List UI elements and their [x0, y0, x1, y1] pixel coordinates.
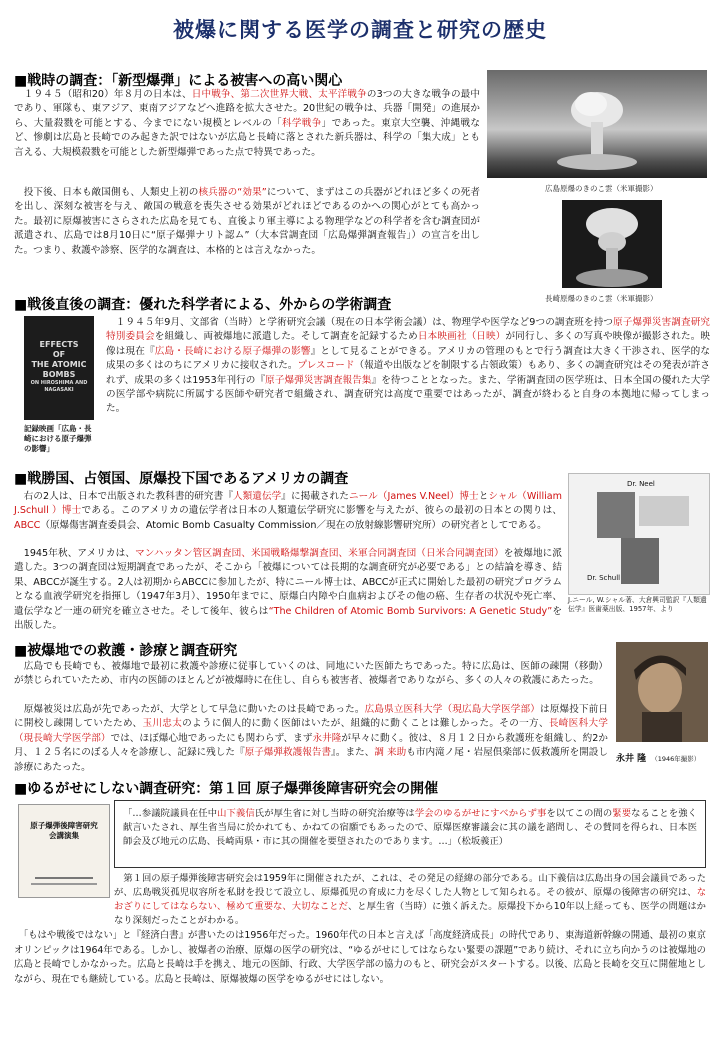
body-text: と: [478, 491, 489, 502]
film-cover-line: OF: [52, 350, 66, 359]
film-cover-line: THE ATOMIC BOMBS: [31, 360, 87, 379]
section-heading-wartime: ■戦時の調査：「新型爆弾」による被害への高い関心: [14, 73, 343, 89]
body-text: である。このアメリカの遺伝学者は日本の人類遺伝学研究に影響を与えたが、彼らの最初の日本との関りは、: [81, 505, 562, 517]
society-book-photo: [18, 804, 110, 898]
highlighted-text: 緊要: [612, 808, 632, 819]
highlighted-text: 永井隆: [312, 732, 342, 744]
body-text: を以てこの間の: [546, 808, 613, 819]
highlighted-text: 科学戦争: [281, 117, 322, 129]
body-text: １９４５年9月、文部省（当時）と学術研究会議（現在の日本学術会議）は、物理学や医学など9つの調査班を持つ: [106, 317, 614, 328]
body-text: では、ほぼ爆心地であったにも関わらず、まず: [110, 732, 313, 744]
schull-portrait: [621, 538, 659, 584]
film-cover-text: [24, 316, 94, 394]
body-text: は原爆投下前日に開校し疎開していたため、: [14, 704, 609, 730]
highlighted-text: なおざりにしてはならない、極めて重要な、大切なことだ: [114, 887, 706, 912]
highlighted-text: ABCC: [14, 519, 41, 531]
highlighted-text: 学会のゆるがせにすべからず事: [414, 808, 547, 819]
scientists-photo: [568, 473, 710, 595]
body-text: 」であった。東京大空襲、沖縄戦など、惨劇は広島と長崎でのみ起きた訳ではないが広島と長崎に落とされた新兵器は、科学の「集大成」とも言える、大規模殺戮を可能とした新型爆弾であった点で特異であった。: [14, 117, 481, 158]
section-society-paragraph-1: [114, 872, 706, 928]
hiroshima-cloud-caption: 広島原爆のきのこ雲（米軍撮影）: [545, 184, 658, 193]
highlighted-text: 原子爆弾災害調査研究特別委員会: [106, 317, 710, 343]
body-text: のように個人的に動く医師はいたが、組織的に動くことは難しかった。その一方、: [182, 718, 549, 730]
body-text: を組織し、両被爆地に派遣した。そして調査を記録するため: [154, 331, 418, 343]
body-text: 広島でも長崎でも、被爆地で最初に救護や診療に従事していくのは、同地にいた医師たちであった。特に広島は、医師の疎開（移動）が禁じられていたため、市内の医師のほとんどが被爆時に在住し、自らも被害者、被爆者でありながら、多くの人々の救護にあたった。: [14, 661, 608, 687]
film-caption: 記録映画「広島・長崎における原子爆弾の影響」: [24, 424, 92, 453]
body-text: の3つの大きな戦争の最中であり、軍隊も、東アジア、東南アジアなどへ進路を拡大させた。20世紀の戦争は、兵器「開発」の進展から、大量殺戮を可能とする、今までにない規模とレベルの「: [14, 89, 480, 129]
section-hibakusha-paragraph-1: [14, 660, 608, 689]
body-text: 』を待つこととなった。また、学術調査団の医学班は、日本全国の優れた大学の医学部や病院に所属する医師や研究者で組織され、調査研究は高度で重要ではあったが、調査が終わると自身の本拠地に帰ってしまった。: [106, 374, 711, 415]
body-text: 』として見ることができる。アメリカの管理のもとで行う調査は大きく干渉され、医学的な成果の多くはのちにアメリカに接収された。: [106, 345, 711, 372]
body-text: 』に掲載された: [281, 491, 349, 502]
hiroshima-cloud-image: [487, 70, 707, 178]
highlighted-text: 長崎医科大学（現長崎大学医学部）: [14, 718, 609, 744]
section-postwar-paragraph: [106, 316, 710, 417]
body-text: 第１回の原子爆弾後障害研究会は1959年に開催されたが、これは、その発足の経緯の部分である。山下義信は広島出身の国会議員であったが、広島戦災孤児収容所を私財を投じて設立し、原爆孤児の育成に力を尽くした人物として知られる。その彼が、原爆の後障害の研究は、: [114, 873, 706, 898]
neel-label: Dr. Neel: [627, 480, 655, 488]
nagai-year: （1946年撮影）: [651, 755, 701, 763]
highlighted-text: 人類遺伝学: [232, 491, 282, 502]
highlighted-text: 核兵器の“効果”: [198, 187, 267, 198]
highlighted-text: 日本映画社（日映）: [417, 331, 506, 343]
body-text: 1945年秋、アメリカは、: [14, 548, 136, 559]
body-text: （報道や出版などを制限する占領政策）もあり、多くの調査研究はその発表が許されず、成果の多くは1953年刊行の『: [106, 360, 711, 386]
highlighted-text: マンハッタン管区調査団、米国戦略爆撃調査団、米軍合同調査団（日米合同調査団）: [135, 548, 504, 559]
highlighted-text: “The Children of Atomic Bomb Survivors: A Genetic Study”: [268, 605, 553, 617]
page-title: 被爆に関する医学の調査と研究の歴史: [173, 17, 547, 42]
film-cover-line: ON HIROSHIMA AND NAGASAKI: [30, 380, 88, 393]
section-heading-postwar: ■戦後直後の調査：優れた科学者による、外からの学術調査: [14, 297, 392, 313]
society-book-line: [31, 883, 97, 885]
section-wartime-paragraph-1: [14, 88, 480, 160]
body-text: が同行し、多くの写真や映像が撮影された。映像は現在『: [106, 331, 711, 357]
section-hibakusha-paragraph-2: [14, 703, 608, 775]
body-text: １９４５（昭和20）年８月の日本は、: [14, 89, 192, 100]
nagasaki-cloud-photo: [562, 200, 662, 288]
highlighted-text: 原子爆弾救護報告書: [244, 747, 332, 759]
section-society-paragraph-2: [14, 929, 706, 987]
section-heading-research-society: ■ゆるがせにしない調査研究：第１回 原子爆弾後障害研究会の開催: [14, 781, 439, 797]
highlighted-text: プレスコード: [297, 360, 355, 372]
body-text: 「…参議院議員在任中: [123, 808, 218, 819]
nagai-portrait: [616, 642, 708, 742]
body-text: を出版した。: [14, 605, 562, 632]
body-text: 』。また、: [331, 747, 375, 759]
film-cover-line: EFFECTS: [39, 340, 79, 349]
body-text: （原爆傷害調査委員会、Atomic Bomb Casualty Commission／現在の放射線影響研究所）の研究者としてである。: [40, 519, 547, 531]
highlighted-text: 原子爆弾災害調査報告集: [265, 374, 372, 386]
highlighted-text: 調 来助: [374, 747, 407, 759]
neel-portrait: [597, 492, 635, 538]
nagai-portrait-image: [616, 642, 708, 742]
section-heading-america: ■戦勝国、占領国、原爆投下国であるアメリカの調査: [14, 471, 349, 487]
body-text: 原爆被災は広島が先であったが、大学として早急に動いたのは長崎であった。: [14, 704, 365, 715]
body-text: 右の2人は、日本で出版された教科書的研究書『: [14, 491, 233, 502]
body-text: について、まずはこの兵器がどれほど多くの死者を出し、深刻な被害を与え、敵国の戦意を喪失させる効果がどれほどであるのかへの関心がとても高かった。最初に原爆被害にさらされた広島を見ても、直後より軍主導による物理学などの科学者を含む調査団が派遣され、広島では8月10日に“原子爆弾ナリト認ム”（大本営調査団「広島爆弾調査報告」）の宣言を出した。つまり、救護や診察、医学的な調査は、本格的とは言えなかった。: [14, 187, 480, 256]
neel-signature: [639, 496, 689, 526]
highlighted-text: シャル（William J.Schull ）博士: [14, 491, 563, 517]
nagasaki-cloud-caption: 長崎原爆のきのこ雲（米軍撮影）: [545, 294, 658, 303]
film-cover-photo: [24, 316, 94, 420]
highlighted-text: 玉川忠太: [142, 718, 183, 730]
schull-label: Dr. Schull: [587, 574, 621, 582]
quote-box: [114, 800, 706, 868]
society-book-line: [35, 877, 93, 879]
body-text: なることを強く献言いたされ、厚生省当局に於かれても、かねての宿願でもあったので、原爆医療審議会に其の議を諮問し、その賛同を得られ、日本医師会及び地元の広島、長崎両県・市に其の開催を要望されたのであります。…」（松坂義正）: [123, 808, 697, 847]
body-text: 「もはや戦後ではない」と『経済白書』が書いたのは1956年だった。1960年代の日本と言えば「高度経済成長」の時代であり、東海道新幹線の開通、最初の東京オリンピックは1964年である。しかし、被爆者の治療、原爆の医学の研究は、“ゆるがせにしてはならない緊要の課題”であり続け、それに立ち向かうのは被爆地の広島と長崎でしかなかった。広島と長崎は手を携え、地元の医師、行政、大学医学部の協力のもと、研究会がスタートする。以後、広島と長崎を交互に開催地としながら、現在でも継続している。広島と長崎は、原爆被爆の医学をゆるがせにはしない。: [14, 930, 706, 985]
body-text: を被爆地に派遣した。3つの調査団は短期調査であったが、そこから「被爆については長期的な調査研究が必要である」との結論を導き、結果、ABCCが誕生する。2人は初期からABCCに参加したが、特にニール博士は、ABCCが正式に開始した最初の研究プログラムとなる血液学研究を指揮し（1947年3月）、1950年までに、原爆白内障や白血病およびその他の癌、生存者の状況や死亡率、遺伝学など一連の研究を確立させた。そして後年、彼らは: [14, 548, 562, 617]
body-text: 氏が厚生省に対し当時の研究治療等は: [254, 808, 415, 819]
nagai-caption: [616, 746, 700, 765]
highlighted-text: ニール（James V.Neel）博士: [349, 491, 479, 502]
highlighted-text: 広島県立医科大学（現広島大学医学部）: [364, 704, 540, 715]
highlighted-text: 広島・長崎における原子爆弾の影響: [154, 345, 311, 357]
nagasaki-cloud-image: [562, 200, 662, 288]
section-america-paragraph-2: [14, 547, 562, 633]
society-book-title: 原子爆弾後障害研究会講演集: [30, 821, 98, 840]
nagai-name: 永井 隆: [616, 754, 647, 764]
hiroshima-cloud-photo: [487, 70, 707, 178]
section-america-paragraph-1: [14, 490, 562, 533]
body-text: 、と厚生省（当時）に強く訴えた。原爆投下から10年以上経っても、医学の問題はかなり深刻だったことがわかる。: [114, 901, 706, 926]
body-text: 投下後、日本も敵国側も、人類史上初の: [14, 187, 199, 198]
highlighted-text: 山下義信: [217, 808, 255, 819]
section-wartime-paragraph-2: [14, 186, 480, 258]
scientists-caption: J.ニール, W.シャル著、大倉興司監訳『人類遺伝学』医歯薬出版、1957年、より: [568, 596, 707, 613]
body-text: も市内滝ノ尾・岩屋倶楽部に仮救護所を開設し診療にあたった。: [14, 747, 609, 773]
highlighted-text: 日中戦争、第二次世界大戦、太平洋戦争: [191, 89, 367, 100]
section-heading-hibakusha: ■被爆地での救護・診療と調査研究: [14, 643, 238, 659]
body-text: が早々に動く。彼は、８月１２日から救護班を組織し、約2か月、１２５名にのぼる人々を診療し、記録に残した『: [14, 732, 608, 759]
